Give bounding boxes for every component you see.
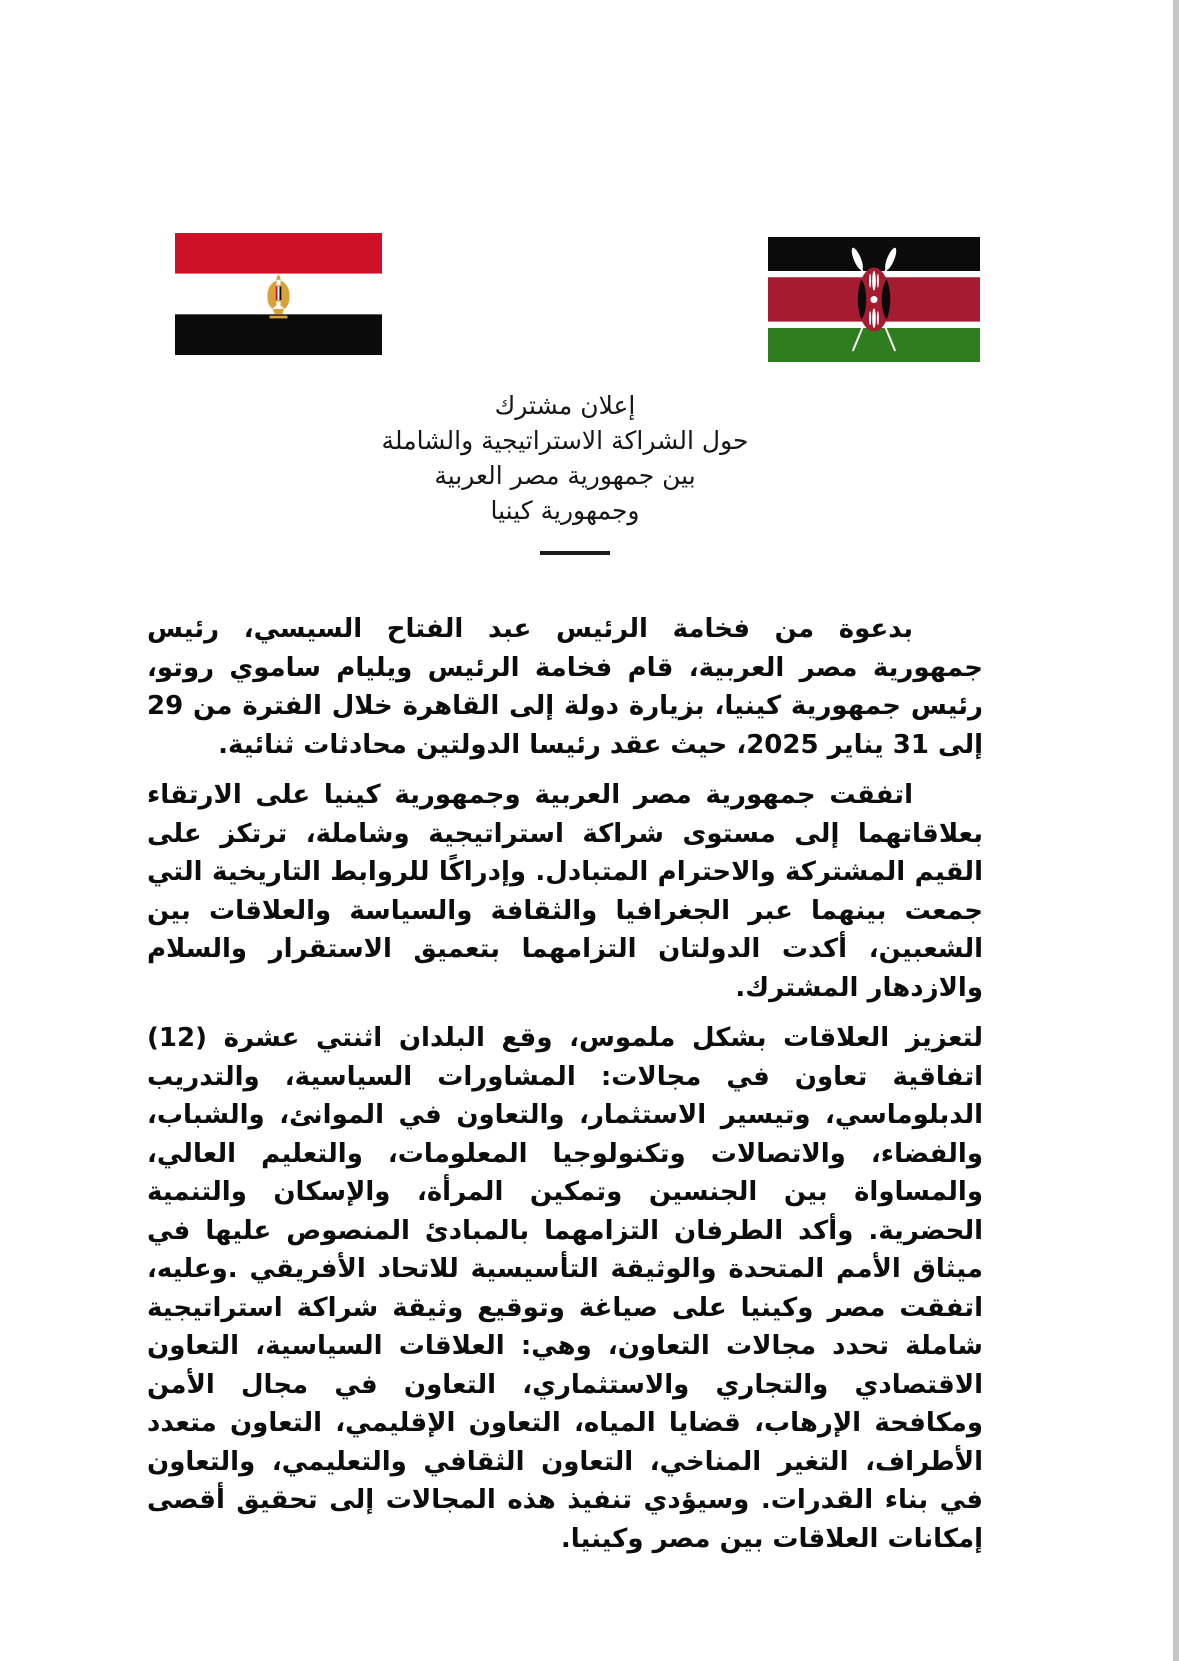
shield-white-center-dot xyxy=(870,296,877,303)
page-right-edge-shadow xyxy=(1173,0,1179,1661)
paragraph-partnership: اتفقت جمهورية مصر العربية وجمهورية كينيا على الارتقاء بعلاقاتهما إلى مستوى شراكة استراتيجية وشاملة، ترتكز على القيم المشتركة والاحترام المتبادل. وإدراكًا للروابط التاريخية التي جمعت بينهما عبر الجغرافيا والثقافة والسياسة والعلاقات بين الشعبين، أكدت الدولتان التزامهما بتعميق الاستقرار والسلام والازدهار المشترك. xyxy=(147,780,983,1003)
shield-white-sliver-top-right xyxy=(877,274,879,288)
document-title xyxy=(147,388,983,528)
egypt-flag-red-stripe xyxy=(175,233,382,274)
egypt-flag-image xyxy=(175,233,382,355)
eagle-chest-shield-white xyxy=(278,287,280,301)
egypt-flag xyxy=(175,233,382,355)
title-line-1: إعلان مشترك xyxy=(494,391,636,420)
eagle-chest-shield-black xyxy=(279,287,281,301)
document-body xyxy=(147,610,983,1570)
title-line-4: وجمهورية كينيا xyxy=(490,496,640,525)
shield-white-sliver-bottom-right xyxy=(877,311,879,325)
shield-white-bar-top xyxy=(872,271,876,290)
egypt-flag-black-stripe xyxy=(175,314,382,355)
paragraph-visit: بدعوة من فخامة الرئيس عبد الفتاح السيسي، رئيس جمهورية مصر العربية، قام فخامة الرئيس ويليام ساموي روتو، رئيس جمهورية كينيا، بزيارة دولة إلى القاهرة خلال الفترة من 29 إلى 31 يناير 2025، حيث عقد رئيسا الدولتين محادثات ثنائية. xyxy=(147,614,983,760)
kenya-flag-black-stripe xyxy=(768,237,980,271)
kenya-flag xyxy=(768,237,980,362)
title-divider-rule xyxy=(540,551,610,555)
kenya-flag-image xyxy=(768,237,980,362)
paragraph-agreements: لتعزيز العلاقات بشكل ملموس، وقع البلدان اثنتي عشرة (12) اتفاقية تعاون في مجالات: المشاورات السياسية، والتدريب الدبلوماسي، وتيسير الاستثمار، والتعاون في الموانئ، والشباب، والفضاء، والاتصالات وتكنولوجيا المعلومات، والتعليم العالي، والمساواة بين الجنسين وتمكين المرأة، والإسكان والتنمية الحضرية. وأكد الطرفان التزامهما بالمبادئ المنصوص عليها في ميثاق الأمم المتحدة والوثيقة التأسيسية للاتحاد الأفريقي .وعليه، اتفقت مصر وكينيا على صياغة وتوقيع وثيقة شراكة استراتيجية شاملة تحدد مجالات التعاون، وهي: العلاقات السياسية، التعاون الاقتصادي والتجاري والاستثماري، التعاون في مجال الأمن ومكافحة الإرهاب، قضايا المياه، التعاون الإقليمي، التعاون متعدد الأطراف، التغير المناخي، التعاون الثقافي والتعليمي، والتعاون في بناء القدرات. وسيؤدي تنفيذ هذه المجالات إلى تحقيق أقصى إمكانات العلاقات بين مصر وكينيا. xyxy=(147,1023,983,1554)
shield-white-sliver-top-left xyxy=(869,274,871,288)
kenya-flag-green-stripe xyxy=(768,328,980,362)
shield-white-bar-bottom xyxy=(872,309,876,328)
title-line-3: بين جمهورية مصر العربية xyxy=(434,461,696,490)
eagle-scroll xyxy=(270,316,288,319)
eagle-tail xyxy=(273,309,284,314)
title-line-2: حول الشراكة الاستراتيجية والشاملة xyxy=(381,426,749,455)
shield-white-sliver-bottom-left xyxy=(869,311,871,325)
eagle-chest-shield-red xyxy=(276,287,278,301)
